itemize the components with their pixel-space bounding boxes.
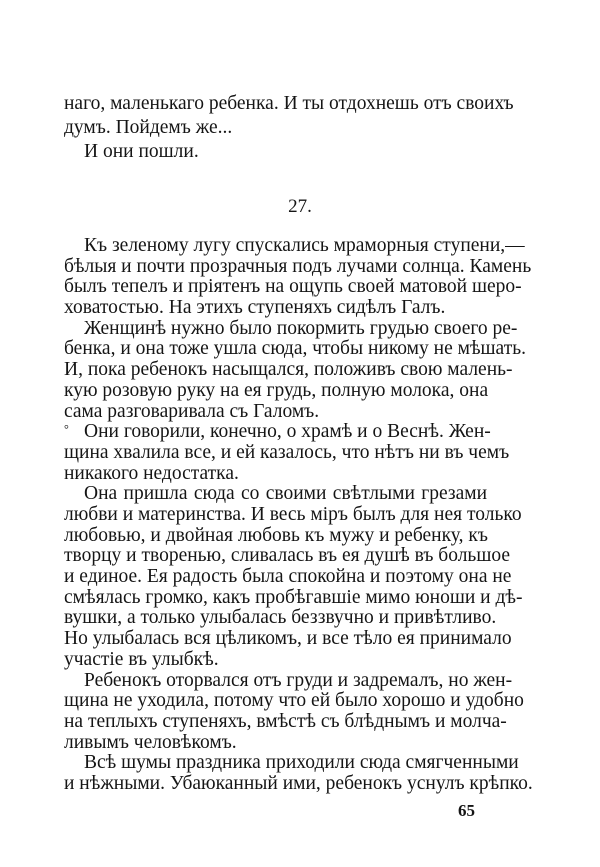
text-line: сама разговаривала съ Галомъ. bbox=[64, 400, 320, 422]
stray-mark: ° bbox=[64, 422, 69, 437]
text-line: Она пришла сюда со своими свѣтлыми грезами bbox=[84, 483, 487, 505]
text-line: бѣлыя и почти прозрачныя подъ лучами солнца. Камень bbox=[64, 255, 532, 277]
text-line: вушки, а только улыбалась беззвучно и привѣтливо. bbox=[64, 607, 497, 629]
text-line: ховатостью. На этихъ ступеняхъ сидѣлъ Галъ. bbox=[64, 297, 446, 319]
text-line: любви и материнства. И весь міръ былъ для нея только bbox=[64, 504, 522, 525]
text-line: и нѣжными. Убаюканный ими, ребенокъ уснулъ крѣпко. bbox=[64, 773, 533, 794]
text-line: бенка, и она тоже ушла сюда, чтобы никому не мѣшать. bbox=[64, 338, 526, 360]
text-line: ливымъ человѣкомъ. bbox=[64, 731, 237, 753]
page-number: 65 bbox=[458, 801, 475, 820]
text-line: Но улыбалась вся цѣликомъ, и все тѣло ея принимало bbox=[64, 628, 512, 650]
text-line: щина не уходила, потому что ей было хорошо и удобно bbox=[64, 690, 524, 712]
text-line: никакого недостатка. bbox=[64, 462, 239, 484]
text-line: И они пошли. bbox=[84, 141, 199, 162]
text-line: былъ тепелъ и пріятенъ на ощупь своей матовой шеро- bbox=[64, 276, 522, 298]
text-line: кую розовую руку на ея грудь, полную молока, она bbox=[64, 379, 489, 401]
text-line: нaго, маленькаго ребенка. И ты отдохнешь отъ своихъ bbox=[64, 93, 514, 114]
text-line: Они говорили, конечно, о храмѣ и о Веснѣ. Жен- bbox=[84, 421, 491, 443]
text-line: и единое. Ея радость была спокойна и поэтому она не bbox=[64, 566, 512, 588]
text-line: участіе въ улыбкѣ. bbox=[64, 648, 219, 670]
text-line: творцу и творенью, сливалась въ ея душѣ въ большое bbox=[64, 545, 510, 567]
text-line: И, пока ребенокъ насыщался, положивъ свою малень- bbox=[64, 359, 513, 381]
text-line: Ребенокъ оторвался отъ груди и задремалъ, но жен- bbox=[84, 669, 513, 691]
text-line: думъ. Пойдемъ же... bbox=[64, 117, 233, 138]
text-line: щина хвалила все, и ей казалось, что нѣтъ ни въ чемъ bbox=[64, 441, 510, 463]
text-line: Всѣ шумы праздника приходили сюда смягченными bbox=[84, 752, 519, 774]
text-line: смѣялась громко, какъ пробѣгавшіе мимо юноши и дѣ- bbox=[64, 586, 523, 608]
chapter-number: 27. bbox=[288, 196, 312, 217]
text-line: Женщинѣ нужно было покормить грудью своего ре- bbox=[84, 317, 518, 339]
text-line: на теплыхъ ступеняхъ, вмѣстѣ съ блѣднымъ и молча- bbox=[64, 710, 507, 732]
text-line: любовью, и двойная любовь къ мужу и ребенку, къ bbox=[64, 524, 488, 546]
text-line: Къ зеленому лугу спускались мраморныя ступени,— bbox=[84, 235, 525, 256]
